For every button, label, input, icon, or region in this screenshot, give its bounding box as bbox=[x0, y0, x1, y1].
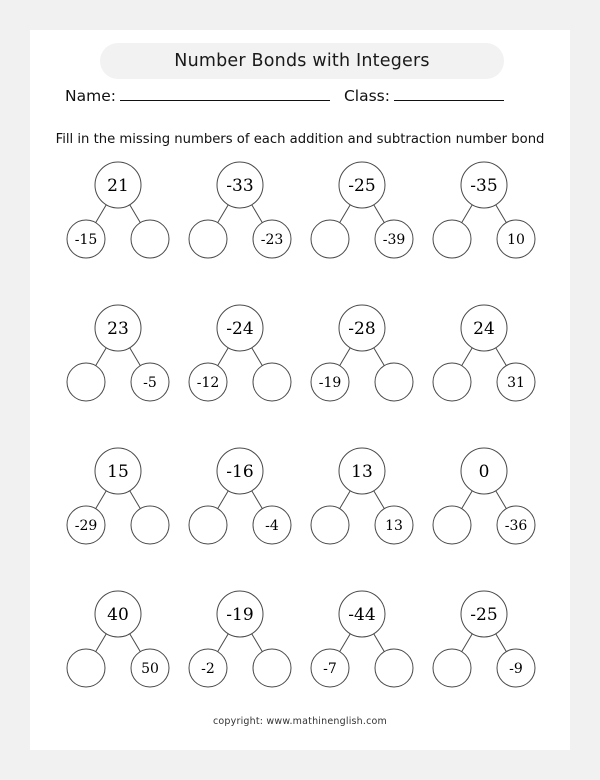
name-field[interactable] bbox=[65, 87, 330, 105]
bond-value: -15 bbox=[74, 232, 98, 248]
bond-left-circle[interactable] bbox=[67, 363, 105, 401]
number-bond bbox=[432, 446, 542, 556]
copyright-footer: copyright: www.mathinenglish.com bbox=[212, 716, 388, 727]
number-bond bbox=[188, 303, 298, 413]
number-bond bbox=[66, 160, 176, 270]
bond-value: -39 bbox=[382, 232, 406, 248]
bond-parent-circle bbox=[95, 448, 141, 494]
class-label: Class: bbox=[343, 87, 390, 105]
bond-parent-circle bbox=[95, 591, 141, 637]
bond-value: -33 bbox=[226, 176, 254, 196]
number-bond bbox=[66, 446, 176, 556]
number-bond bbox=[188, 589, 298, 699]
number-bond bbox=[66, 303, 176, 413]
bond-right-circle bbox=[497, 506, 535, 544]
number-bond bbox=[432, 589, 542, 699]
title-banner bbox=[100, 43, 504, 79]
bond-left-circle bbox=[189, 649, 227, 687]
bond-value: -19 bbox=[318, 375, 342, 391]
name-label: Name: bbox=[65, 87, 116, 105]
bond-value: 24 bbox=[473, 319, 495, 339]
bond-right-circle bbox=[253, 506, 291, 544]
bond-value: 10 bbox=[507, 232, 525, 248]
number-bond bbox=[310, 446, 420, 556]
bond-value: -25 bbox=[348, 176, 376, 196]
class-input-rule[interactable] bbox=[394, 87, 504, 101]
bond-parent-circle bbox=[339, 591, 385, 637]
bond-right-circle bbox=[497, 363, 535, 401]
bond-value: -25 bbox=[470, 605, 498, 625]
bond-right-circle bbox=[131, 363, 169, 401]
bond-parent-circle bbox=[461, 591, 507, 637]
bond-value: -23 bbox=[260, 232, 284, 248]
bond-value: -19 bbox=[226, 605, 254, 625]
bond-left-circle[interactable] bbox=[433, 220, 471, 258]
bond-left-circle[interactable] bbox=[311, 220, 349, 258]
page-title: Number Bonds with Integers bbox=[174, 51, 430, 71]
bond-value: 21 bbox=[107, 176, 129, 196]
bond-right-circle bbox=[375, 220, 413, 258]
bond-right-circle bbox=[375, 506, 413, 544]
number-bond bbox=[432, 160, 542, 270]
bond-value: 31 bbox=[507, 375, 525, 391]
bond-value: -35 bbox=[470, 176, 498, 196]
number-bond bbox=[188, 446, 298, 556]
bond-parent-circle bbox=[217, 305, 263, 351]
bond-value: -28 bbox=[348, 319, 376, 339]
bond-parent-circle bbox=[339, 162, 385, 208]
bond-value: 0 bbox=[478, 462, 490, 482]
bond-value: -24 bbox=[226, 319, 254, 339]
bond-row bbox=[30, 589, 570, 732]
worksheet-sheet bbox=[30, 30, 570, 750]
bond-left-circle bbox=[189, 363, 227, 401]
bond-right-circle[interactable] bbox=[131, 220, 169, 258]
bond-value: -7 bbox=[323, 661, 337, 677]
bond-parent-circle bbox=[217, 162, 263, 208]
bond-right-circle[interactable] bbox=[253, 363, 291, 401]
bond-right-circle[interactable] bbox=[375, 649, 413, 687]
bond-row bbox=[30, 303, 570, 446]
student-info-row bbox=[65, 87, 535, 111]
bond-value: -29 bbox=[74, 518, 98, 534]
bond-parent-circle bbox=[339, 448, 385, 494]
bond-left-circle[interactable] bbox=[67, 649, 105, 687]
bond-value: 40 bbox=[107, 605, 129, 625]
bond-left-circle[interactable] bbox=[433, 649, 471, 687]
bond-left-circle bbox=[67, 220, 105, 258]
bond-right-circle bbox=[131, 649, 169, 687]
bond-right-circle[interactable] bbox=[375, 363, 413, 401]
bond-row bbox=[30, 160, 570, 303]
bond-value: -2 bbox=[201, 661, 215, 677]
number-bond bbox=[310, 160, 420, 270]
bond-value: -44 bbox=[348, 605, 376, 625]
number-bond bbox=[432, 303, 542, 413]
bond-right-circle bbox=[497, 649, 535, 687]
bond-parent-circle bbox=[461, 162, 507, 208]
bond-value: -16 bbox=[226, 462, 254, 482]
bond-parent-circle bbox=[217, 448, 263, 494]
number-bond bbox=[310, 303, 420, 413]
bond-parent-circle bbox=[461, 448, 507, 494]
bond-value: 13 bbox=[351, 462, 373, 482]
bond-parent-circle bbox=[339, 305, 385, 351]
bond-value: -4 bbox=[265, 518, 279, 534]
class-field[interactable] bbox=[344, 87, 504, 105]
bond-left-circle[interactable] bbox=[189, 220, 227, 258]
bond-right-circle bbox=[253, 220, 291, 258]
bond-left-circle[interactable] bbox=[311, 506, 349, 544]
bond-value: -9 bbox=[509, 661, 523, 677]
bond-value: -12 bbox=[196, 375, 220, 391]
bond-parent-circle bbox=[217, 591, 263, 637]
bond-value: -36 bbox=[504, 518, 528, 534]
bond-parent-circle bbox=[95, 162, 141, 208]
number-bond bbox=[66, 589, 176, 699]
bond-right-circle[interactable] bbox=[131, 506, 169, 544]
bond-left-circle bbox=[311, 363, 349, 401]
bond-value: 13 bbox=[385, 518, 403, 534]
bond-right-circle[interactable] bbox=[253, 649, 291, 687]
bond-value: 50 bbox=[141, 661, 159, 677]
number-bond bbox=[188, 160, 298, 270]
number-bond bbox=[310, 589, 420, 699]
bond-value: 23 bbox=[107, 319, 129, 339]
bond-right-circle bbox=[497, 220, 535, 258]
bond-parent-circle bbox=[461, 305, 507, 351]
bond-value: 15 bbox=[107, 462, 129, 482]
bond-left-circle[interactable] bbox=[433, 506, 471, 544]
bond-value: -5 bbox=[143, 375, 157, 391]
number-bonds-grid bbox=[30, 160, 570, 732]
bond-left-circle[interactable] bbox=[433, 363, 471, 401]
bond-row bbox=[30, 446, 570, 589]
bond-left-circle[interactable] bbox=[189, 506, 227, 544]
bond-parent-circle bbox=[95, 305, 141, 351]
name-input-rule[interactable] bbox=[120, 87, 330, 101]
instruction-text: Fill in the missing numbers of each addition and subtraction number bond bbox=[55, 132, 545, 147]
bond-left-circle bbox=[67, 506, 105, 544]
bond-left-circle bbox=[311, 649, 349, 687]
